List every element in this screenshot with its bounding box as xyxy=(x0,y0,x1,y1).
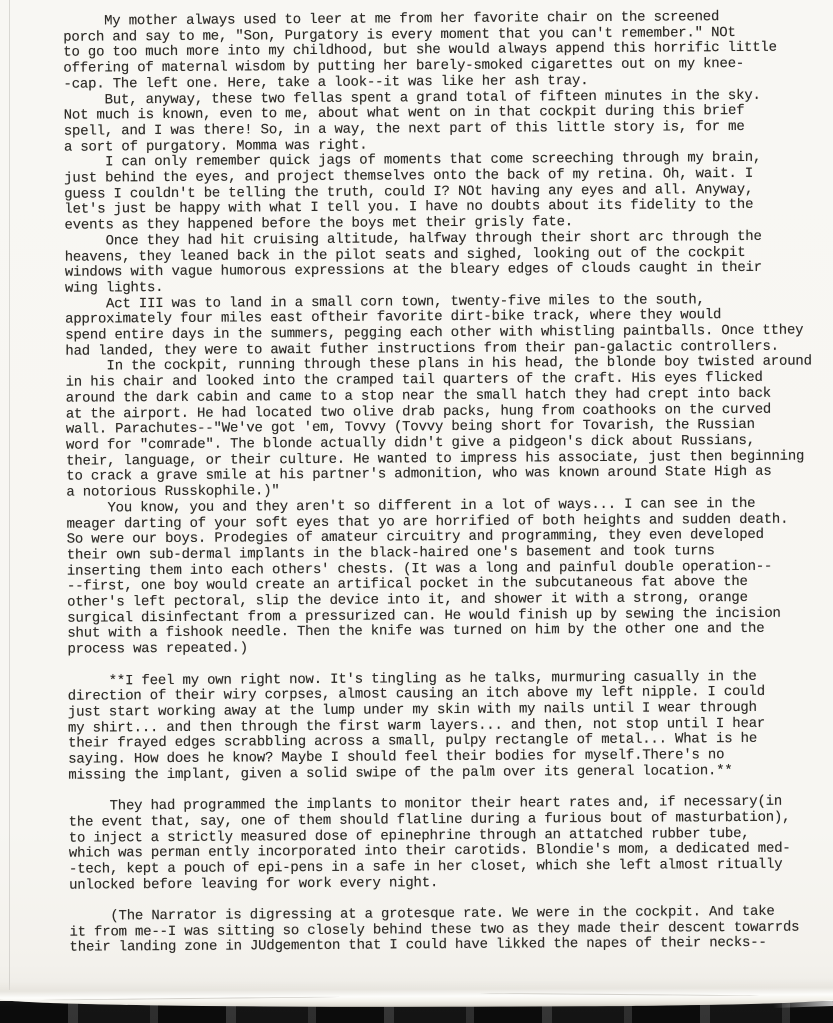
paragraph: In the cockpit, running through these plans in his head, the blonde boy twisted around in his chair and looked into the cramped tail quarters of the craft. His eyes flicked around the dark cabin and came to a stop near the small hatch they had crept into back at the airport. He had located two olive drab packs, hung from coathooks on the curved wall. Parachutes--"We've got 'em, Tovvy (Tovvy being short for Tovarish, the Russian word for "comrade". The blonde actually didn't give a pidgeon's dick about Russians, their, language, or their culture. He wanted to impress his associate, just then beginning to crack a grave smile at his partner's admonition, who was known around State High as a notorious Russkophile.)" xyxy=(65,353,812,501)
paragraph: They had programmed the implants to monitor their heart rates and, if necessary(in the event that, say, one of them should flatline during a furious bout of masturbation), to inject a strictly measured dose of epinephrine through an attatched rubber tube, which was perman ently incorporated into their carotids. Blondie's mom, a dedicated med- -tech, kept a pouch of epi-pens in a safe in her closet, which she left almost ritually unlocked before leaving for work every night. xyxy=(68,793,791,894)
paragraph: But, anyway, these two fellas spent a grand total of fifteen minutes in the sky. Not much is known, even to me, about what went on in that cockpit during this brief spell, and I was there! So, in a way, the next part of this little story is, for me a sort of purgatory. Momma was right. xyxy=(63,87,761,156)
paragraph: My mother always used to leer at me from her favorite chair on the screened porch and say to me, "Son, Purgatory is every moment that you can't remember." NOt to go too much more into my childhood, but she would always append this horrific little offering of maternal wisdom by putting her barely-smoked cigarettes out on my knee- -cap. The left one. Here, take a look--it was like her ash tray. xyxy=(63,9,777,93)
typed-text-body xyxy=(63,9,833,956)
paragraph: Once they had hit cruising altitude, halfway through their short arc through the heavens, they leaned back in the pilot seats and sighed, looking out of the cockpit windows with vague humorous expressions at the bleary edges of clouds caught in their wing lights. xyxy=(64,228,762,297)
paper-left-edge-line xyxy=(9,0,10,990)
paragraph: (The Narrator is digressing at a grotesque rate. We were in the cockpit. And take it from me--I was sitting so closely behind these two as they made their descent towarrds their landing zone in JUdgementon that I could have likked the napes of their necks-- xyxy=(69,903,800,957)
paragraph: **I feel my own right now. It's tingling as he talks, murmuring casually in the direction of their wiry corpses, almost causing an itch above my left nipple. I could just start working away at the lump under my skin with my nails until I wear through my shirt... and then through the first warm layers... and then, not stop until I hear their frayed edges scrabbling across a small, pulpy rectangle of metal... What is he saying. How does he know? Maybe I should feel their bodies for myself.There's no missing the implant, given a solid swipe of the palm over its general location.** xyxy=(67,668,766,784)
paper-bottom-edge xyxy=(0,978,833,1009)
paragraph: I can only remember quick jags of moments that come screeching through my brain, just behind the eyes, and project themselves onto the back of my retina. Oh, wait. I guess I couldn't be telling the truth, could I? NOt having any eyes and all. Anyway, let's just be happy with what I tell you. I have no doubts about its fidelity to the events as they happened before the boys met their grisly fate. xyxy=(63,150,762,234)
paragraph: Act III was to land in a small corn town, twenty-five miles to the south, approximately four miles east oftheir favorite dirt-bike track, where they would spend entire days in the summers, pegging each other with whistling paintballs. Once tthey had landed, they were to await futher instructions from their pan-galactic controllers. xyxy=(64,291,804,360)
paragraph: You know, you and they aren't so different in a lot of ways... I can see in the meager darting of your soft eyes that yo are horrified of both heights and sudden death. So were our boys. Prodegies of amateur circuitry and programming, they even developed their own sub-dermal implants in the black-haired one's basement and took turns inserting them into each others' chests. (It was a long and painful double operation-- --first, one boy would create an artifical pocket in the subcutaneous fat above the other's left pectoral, slip the device into it, and shower it with a strong, orange surgical disinfectant from a pressurized can. He would finish up by sewing the incision shut with a fishook needle. Then the knife was turned on him by the other one and the process was repeated.) xyxy=(66,495,789,658)
